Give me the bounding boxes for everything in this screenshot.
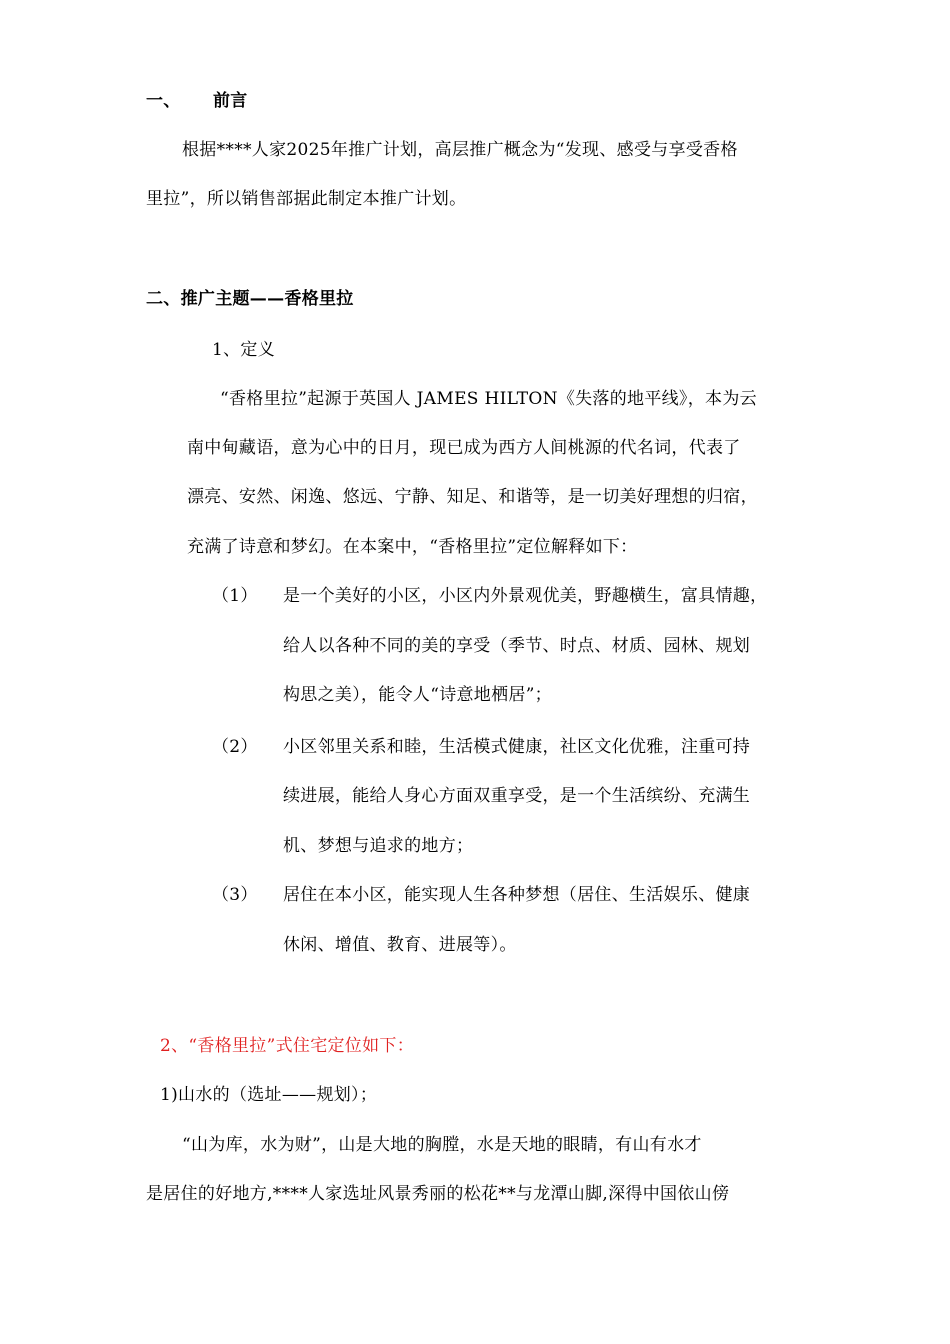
definition-paragraph-line: 充满了诗意和梦幻。在本案中，“香格里拉”定位解释如下： [187,537,638,557]
section1-paragraph-line: 根据****人家2025年推广计划，高层推广概念为“发现、感受与享受香格 [182,140,738,160]
section2-heading: 二、推广主题——香格里拉 [146,289,354,309]
list-item-label: （3） [212,885,258,905]
definition-paragraph-line: 漂亮、安然、闲逸、悠远、宁静、知足、和谐等，是一切美好理想的归宿， [187,487,758,507]
subsection1-title: 1、定义 [212,340,276,360]
definition-paragraph-line: “香格里拉”起源于英国人 JAMES HILTON《失落的地平线》，本为云 [220,389,757,409]
list-item-line: 构思之美），能令人“诗意地栖居”； [283,685,552,705]
list-item-label: （2） [212,737,258,757]
section1-paragraph-line: 里拉”，所以销售部据此制定本推广计划。 [146,189,467,209]
list-item-line: 小区邻里关系和睦，生活模式健康，社区文化优雅，注重可持 [283,737,751,757]
section1-title: 前言 [213,91,248,111]
list-item-line: 居住在本小区，能实现人生各种梦想（居住、生活娱乐、健康 [283,885,751,905]
list-item-line: 机、梦想与追求的地方； [283,836,474,856]
subsection2-paragraph-line: 是居住的好地方,****人家选址风景秀丽的松花**与龙潭山脚,深得中国依山傍 [146,1184,730,1204]
section1-number: 一、 [146,91,181,111]
list-item-line: 续进展，能给人身心方面双重享受，是一个生活缤纷、充满生 [283,786,751,806]
list-item-line: 是一个美好的小区，小区内外景观优美，野趣横生，富具情趣， [283,586,768,606]
list-item-label: （1） [212,586,258,606]
list-item-line: 休闲、增值、教育、进展等）。 [283,935,517,955]
definition-paragraph-line: 南中甸藏语，意为心中的日月，现已成为西方人间桃源的代名词，代表了 [187,438,741,458]
subsection2-paragraph-line: “山为库，水为财”，山是大地的胸膛，水是天地的眼睛，有山有水才 [182,1135,702,1155]
subsection2-item-title: 1)山水的（选址——规划）； [160,1085,378,1105]
list-item-line: 给人以各种不同的美的享受（季节、时点、材质、园林、规划 [283,636,751,656]
subsection2-title: 2、“香格里拉”式住宅定位如下： [160,1036,414,1056]
